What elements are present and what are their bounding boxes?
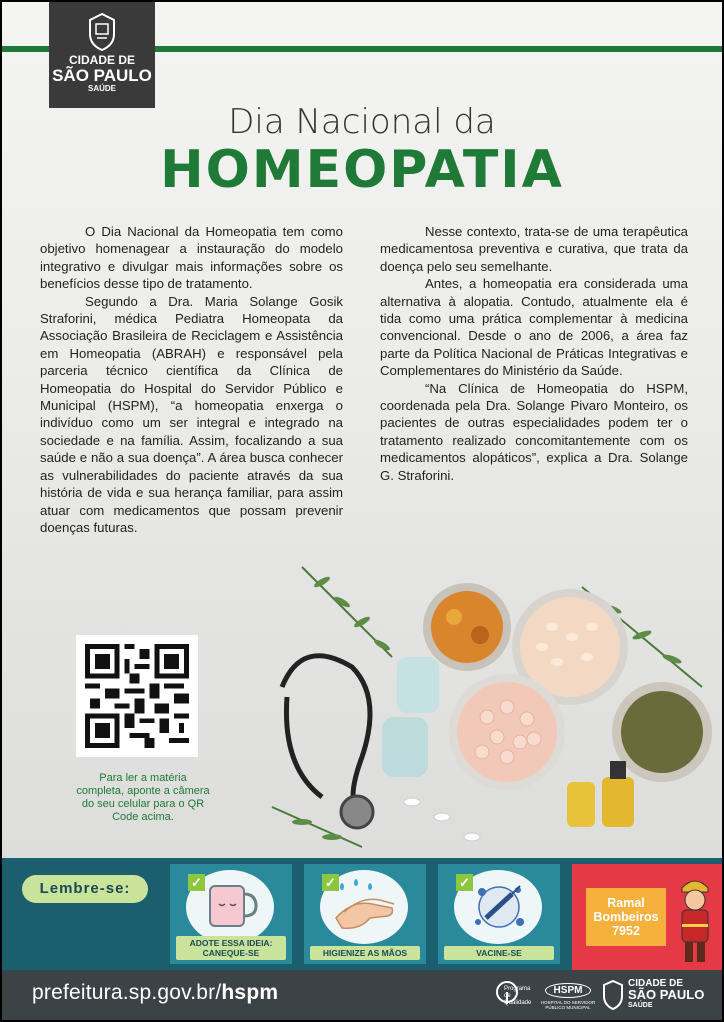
firefighter-icon [674,874,716,966]
url-bold: hspm [221,981,279,1004]
footer-city-logo [602,978,712,1014]
footer-url[interactable] [32,981,278,1005]
lembre-label: Lembre-se: [22,875,148,903]
quality-program-text: Programa de Qualidade [504,986,532,1006]
logo-line1: CIDADE DE [68,53,135,67]
ramal-number: 7952 [612,924,640,938]
quality-program-logo [482,978,532,1011]
check-icon: ✓ [322,874,339,891]
qr-code[interactable] [76,635,198,757]
logo-line3: SAÚDE [87,84,116,93]
ramal-bombeiros-panel [572,864,722,970]
card-hands [304,864,426,964]
ramal-line1: Ramal [607,896,645,910]
card-vaccine [438,864,560,964]
card-caneque [170,864,292,964]
city-logo [49,2,155,108]
hspm-logo [540,980,596,1010]
article-paragraph: “Na Clínica de Homeopatia do HSPM, coordenada pela Dra. Solange Pivaro Monteiro, os pacientes de outras especialidades podem ter o tratamento realizado concomitantemente com os medicamentos alopáticos”, explica a Dra. Solange G. Straforini. [380,380,688,483]
vaccine-icon [468,878,530,936]
article-right-column [380,223,688,484]
article-paragraph: Nesse contexto, trata-se de uma terapêutica medicamentosa preventiva e curativa, que trata da doença pelo seu semelhante. [380,224,688,274]
title-line2: HOMEOPATIA [160,140,564,200]
city-crest-icon [602,980,624,1010]
city-crest-icon [87,12,117,52]
ramal-line2: Bombeiros [593,910,659,924]
article-paragraph: Segundo a Dra. Maria Solange Gosik Straforini, médica Pediatra Homeopata da Associação Brasileira de Reciclagem e Assistência em Homeopatia (ABRAH) e responsável pela parceria técnico científica da Clínica de Homeopatia do Hospital do Servidor Público e Municipal (HSPM), “a homeopatia enxerga o indivíduo como um ser integral e integrado na sociedade e na família. Assim, focalizando a sua saúde e não a sua doença”. A área busca conhecer as vulnerabilidades do paciente através da sua história de vida e sua herança familiar, para assim atuar com medicamentos que possam prevenir doenças futuras. [40,293,343,535]
card-label: ADOTE ESSA IDEIA: CANEQUE-SE [176,936,286,960]
article-left-column [40,223,343,536]
footer-logo-line3: SAÚDE [628,1002,653,1009]
article-paragraph: Antes, a homeopatia era considerada uma alternativa à alopatia. Contudo, atualmente ela é tida como uma prática complementar à medicina convencional. Desde o ano de 2006, a área faz parte da Política Nacional de Práticas Integrativas e Complementares do Ministério da Saúde. [380,276,688,379]
check-icon: ✓ [456,874,473,891]
logo-line2: SÃO PAULO [52,66,152,85]
homeopathy-illustration [242,547,722,857]
article-paragraph: O Dia Nacional da Homeopatia tem como objetivo homenagear a instauração do modelo integrativo e divulgar mais informações sobre os benefícios desse tipo de tratamento. [40,224,343,292]
hand-wash-icon [332,878,398,934]
qr-caption: Para ler a matéria completa, aponte a câmera do seu celular para o QR Code acima. [76,772,210,823]
footer-logo-line1: CIDADE DE [628,978,684,989]
card-label: VACINE-SE [444,946,554,960]
url-prefix: prefeitura.sp.gov.br/ [32,981,222,1004]
hspm-text: HSPM [545,983,592,998]
footer-logo-line2: SÃO PAULO [628,987,705,1002]
poster [2,2,722,1020]
title-line1: Dia Nacional da [228,102,496,142]
check-icon: ✓ [188,874,205,891]
ramal-box [586,888,666,946]
hspm-subtext: HOSPITAL DO SERVIDOR PÚBLICO MUNICIPAL [540,1000,596,1010]
card-label: HIGIENIZE AS MÃOS [310,946,420,960]
qr-code-icon [85,644,189,748]
mug-icon [204,880,258,930]
